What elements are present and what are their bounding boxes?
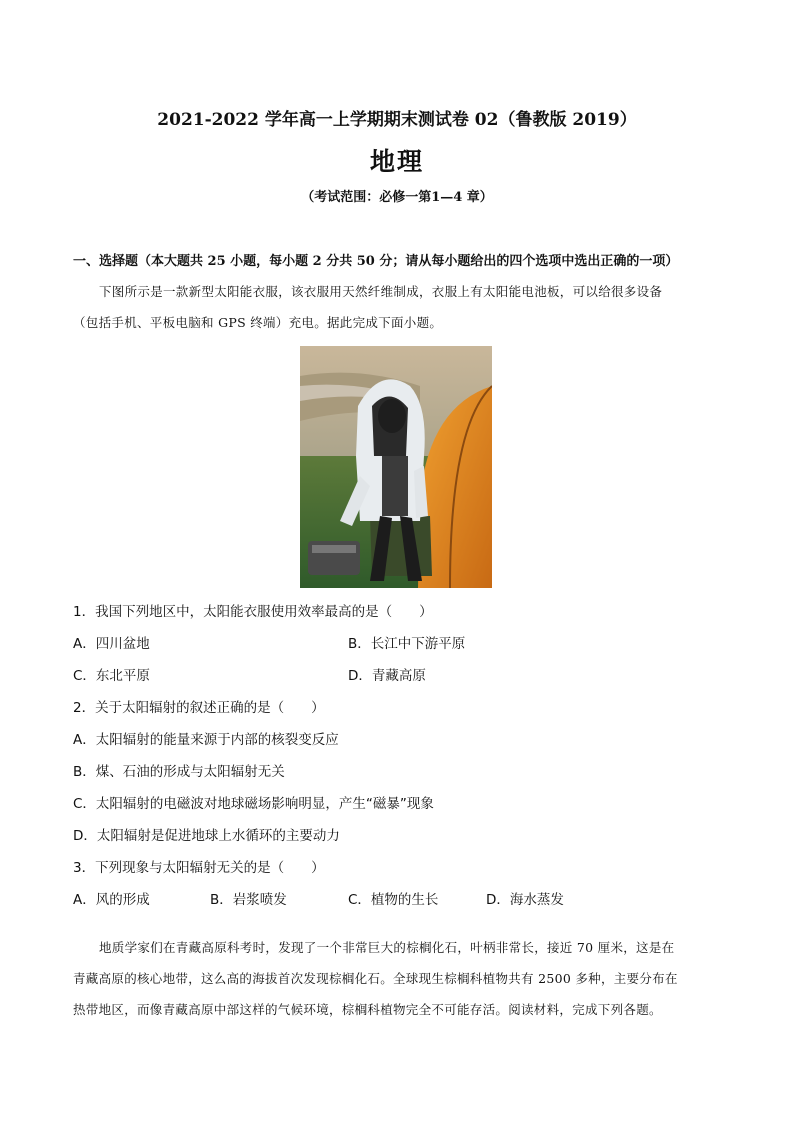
question-1-option-c: C．东北平原 [73, 668, 150, 684]
question-3-option-a: A．风的形成 [73, 892, 150, 908]
passage-2-line-3: 热带地区，而像青藏高原中部这样的气候环境，棕榈科植物完全不可能存活。阅读材料，完成下列各题。 [73, 1002, 662, 1017]
question-2-option-d: D．太阳辐射是促进地球上水循环的主要动力 [73, 828, 340, 844]
subject-title: 地理 [369, 147, 424, 176]
exam-scope: （考试范围：必修一第1—4 章） [301, 190, 493, 205]
passage-2-line-2: 青藏高原的核心地带，这么高的海拔首次发现棕榈化石。全球现生棕榈科植物共有 2500 多种，主要分布在 [73, 971, 678, 986]
passage-1-line-1: 下图所示是一款新型太阳能衣服，该衣服用天然纤维制成，衣服上有太阳能电池板，可以给很多设备 [99, 284, 663, 299]
question-2-option-b: B．煤、石油的形成与太阳辐射无关 [73, 764, 285, 780]
question-2-option-c: C．太阳辐射的电磁波对地球磁场影响明显，产生“磁暴”现象 [73, 796, 434, 812]
section-heading: 一、选择题（本大题共 25 小题，每小题 2 分共 50 分；请从每小题给出的四个选项中选出正确的一项） [73, 254, 679, 269]
solar-clothing-photo [300, 346, 492, 588]
question-1-option-a: A．四川盆地 [73, 636, 150, 652]
question-3-option-b: B．岩浆喷发 [210, 892, 287, 908]
question-2-option-a: A．太阳辐射的能量来源于内部的核裂变反应 [73, 732, 339, 748]
passage-1-line-2: （包括手机、平板电脑和 GPS 终端）充电。据此完成下面小题。 [73, 315, 443, 330]
passage-2 [73, 932, 723, 1025]
exam-title: 2021-2022 学年高一上学期期末测试卷 02（鲁教版 2019） [157, 110, 637, 130]
passage-1 [73, 276, 723, 338]
question-3-option-c: C．植物的生长 [348, 892, 439, 908]
question-1-option-b: B．长江中下游平原 [348, 636, 466, 652]
question-3-option-d: D．海水蒸发 [486, 892, 564, 908]
question-1-option-d: D．青藏高原 [348, 668, 426, 684]
passage-2-line-1: 地质学家们在青藏高原科考时，发现了一个非常巨大的棕榈化石，叶柄非常长，接近 70 厘米，这是在 [99, 940, 675, 955]
question-2-stem: 2．关于太阳辐射的叙述正确的是（ ） [73, 700, 325, 716]
question-3-stem: 3．下列现象与太阳辐射无关的是（ ） [73, 860, 325, 876]
question-1-stem: 1．我国下列地区中，太阳能衣服使用效率最高的是（ ） [73, 604, 433, 620]
